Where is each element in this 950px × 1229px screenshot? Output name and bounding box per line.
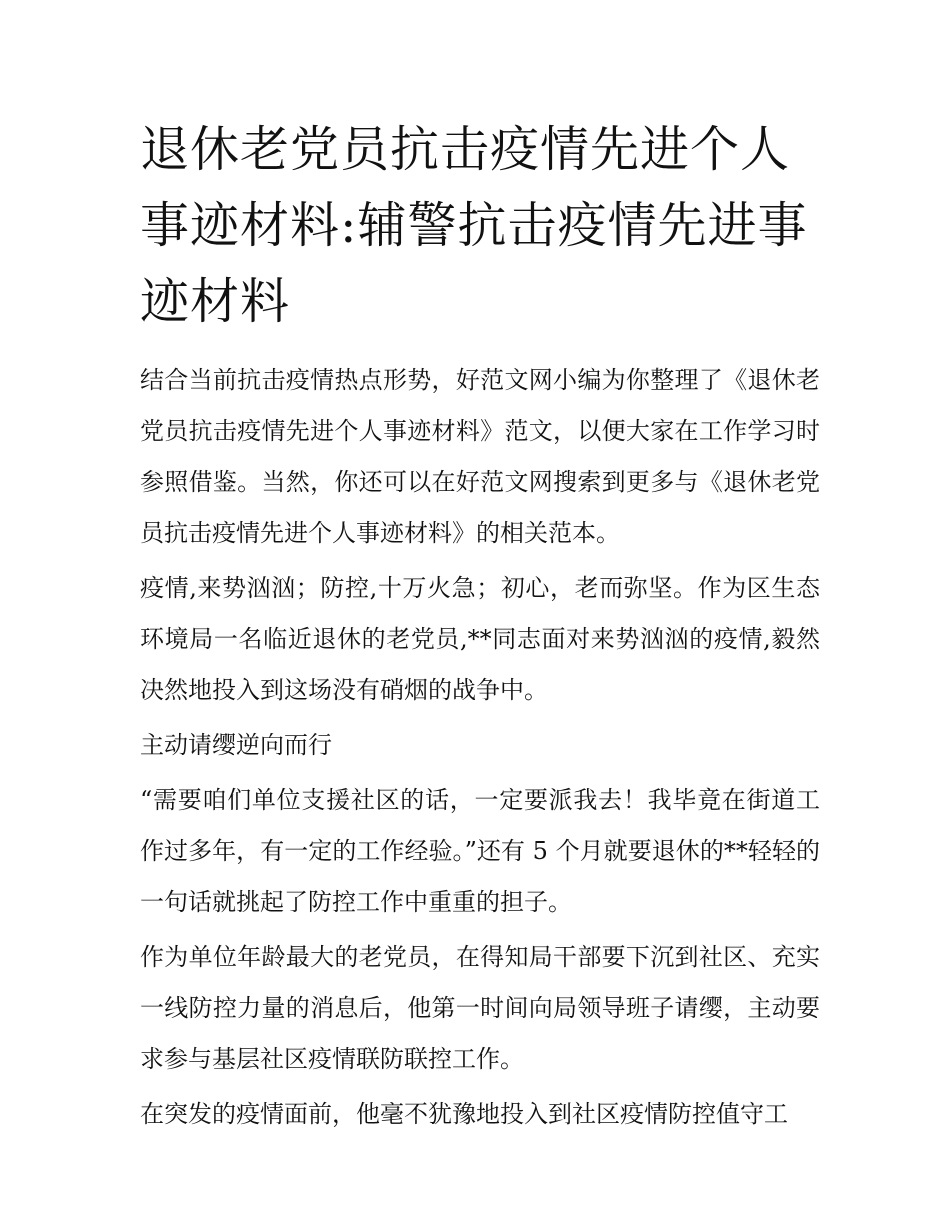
document-page bbox=[140, 112, 820, 1140]
document-title: 退休老党员抗击疫情先进个人事迹材料:辅警抗击疫情先进事迹材料 bbox=[140, 121, 808, 330]
body-paragraph-1: 疫情,来势汹汹；防控,十万火急；初心，老而弥坚。作为区生态环境局一名临近退休的老党员,**同志面对来势汹汹的疫情,毅然决然地投入到这场没有硝烟的战争中。 bbox=[140, 574, 820, 704]
intro-paragraph: 结合当前抗击疫情热点形势，好范文网小编为你整理了《退休老党员抗击疫情先进个人事迹材料》范文，以便大家在工作学习时参照借鉴。当然，你还可以在好范文网搜索到更多与《退休老党员抗击疫情先进个人事迹材料》的相关范本。 bbox=[140, 366, 820, 547]
section-heading: 主动请缨逆向而行 bbox=[140, 731, 332, 759]
quote-paragraph: “需要咱们单位支援社区的话，一定要派我去！我毕竟在街道工作过多年，有一定的工作经验。”还有 5 个月就要退休的**轻轻的一句话就挑起了防控工作中重重的担子。 bbox=[140, 786, 820, 916]
body-paragraph-2: 作为单位年龄最大的老党员，在得知局干部要下沉到社区、充实一线防控力量的消息后，他第一时间向局领导班子请缨，主动要求参与基层社区疫情联防联控工作。 bbox=[140, 943, 820, 1073]
body-paragraph-3: 在突发的疫情面前，他毫不犹豫地投入到社区疫情防控值守工 bbox=[140, 1100, 788, 1128]
